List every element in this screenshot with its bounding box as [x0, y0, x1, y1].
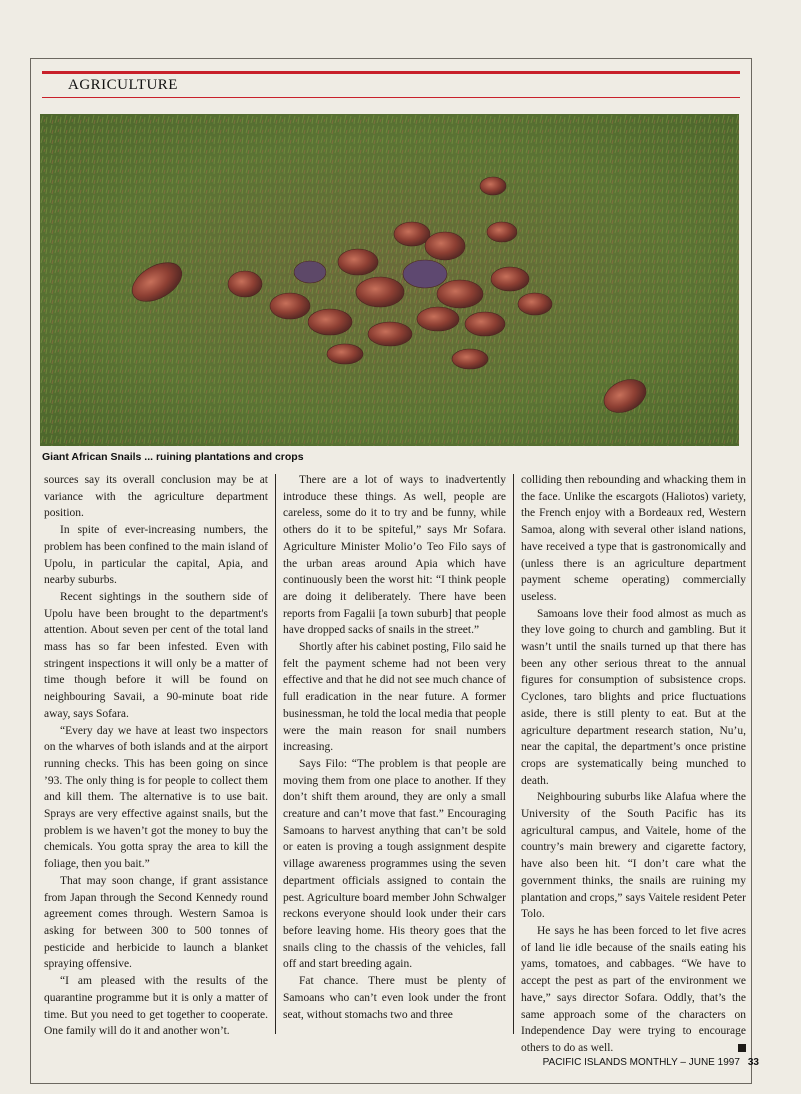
paragraph: In spite of ever-increasing numbers, the problem has been confined to the main island of Upolu, in particular the capital, Apia, and nearby suburbs.	[44, 524, 268, 587]
photo-caption: Giant African Snails ... ruining plantations and crops	[42, 451, 304, 463]
paragraph: “I am pleased with the results of the quarantine programme but it is only a matter of time. But you need to get together to cooperate. One family will do it and another won’t.	[44, 975, 268, 1038]
paragraph	[521, 923, 746, 1057]
publication-name: PACIFIC ISLANDS MONTHLY – JUNE 1997	[542, 1057, 740, 1068]
paragraph-text: He says he has been forced to let five acres of land lie idle because of the snails eating his yams, tomatoes, and cabbages. “We have to accept the pest as part of the environment we have,” says director Sofara. Oddly, that’s the same approach some of the characters on Independence Day were trying to encourage others to do as well.	[521, 924, 746, 1054]
column-divider	[275, 474, 276, 1034]
paragraph: Says Filo: “The problem is that people are moving them from one place to another. If they don’t shift them around, they are only a small creature and can’t move that fast.” Encouraging Samoans to harvest anything that can’t be sold or eaten is proving a tough assignment despite village awareness programmes using the seven department officials assigned to contain the pest. Agriculture board member John Schwalger reckons everyone should look under their cars before leaving home. His theory goes that the snails cling to the chassis of the vehicles, fall off and start breeding again.	[283, 757, 506, 971]
paragraph: Shortly after his cabinet posting, Filo said he felt the payment scheme had not been very effective and that he did not see much chance of full eradication in the near future. A former businessman, he told the local media that people were the main reason for snail numbers increasing.	[283, 641, 506, 754]
paragraph: “Every day we have at least two inspectors on the wharves of both islands and at the airport running checks. This has been going on since ’93. The only thing is for people to collect them and kill them. The alternative is to use bait. Sprays are very effective against snails, but the problem is we haven’t got the money to buy the chemicals. You gotta spray the area to kill the foliage, then you bait.”	[44, 724, 268, 871]
snails-photo	[40, 114, 739, 446]
paragraph: Neighbouring suburbs like Alafua where the University of the South Pacific has its agricultural campus, and Vaitele, home of the country’s main brewery and cigarette factory, have also been hit. “I don’t care what the government thinks, the snails are ruining my plantation and crops,” says Vaitele resident Peter Tolo.	[521, 791, 746, 921]
article-column-1	[44, 472, 268, 1040]
paragraph: colliding then rebounding and whacking them in the face. Unlike the escargots (Haliotos) variety, the French enjoy with a Bordeaux red, Western Samoa, along with several other island nations, have received a type that is gastronomically and (unless there is an agriculture department payment scheme operating) commercially useless.	[521, 474, 746, 603]
header-underline	[42, 97, 740, 98]
column-divider	[513, 474, 514, 1034]
paragraph: sources say its overall conclusion may be at variance with the agriculture department position.	[44, 474, 268, 520]
page-number: 33	[747, 1057, 759, 1068]
paragraph: There are a lot of ways to inadvertently introduce these things. As well, people are careless, some do it to try and be funny, while others do it to be spiteful,” says Mr Sofara. Agriculture Minister Molio’o Teo Filo says of the urban areas around Apia which have continuously been the worst hit: “I think people are doing it deliberately. There have been reports from Fagalii [a town suburb] that people have dropped sacks of snails in the street.”	[283, 474, 506, 637]
section-label: AGRICULTURE	[68, 77, 178, 93]
article-column-3	[521, 472, 746, 1057]
paragraph: That may soon change, if grant assistance from Japan through the Second Kennedy round agreement comes through. Western Samoa is asking for between 300 to 500 tonnes of pesticide and herbicide to launch a blanket spraying offensive.	[44, 874, 268, 971]
end-of-article-mark	[738, 1044, 746, 1052]
page-footer	[543, 1057, 759, 1068]
paragraph: Samoans love their food almost as much as they love going to church and gambling. But it wasn’t until the snails turned up that there has been any other serious threat to the annual figures for consumption of subsistence crops. Cyclones, taro blights and price fluctuations aside, there is still plenty to eat. But at the agriculture department research station, Nu’u, near the capital, the department’s once pristine crops are systematically being munched to death.	[521, 607, 746, 787]
paragraph: Recent sightings in the southern side of Upolu have been brought to the department's attention. About seven per cent of the total land mass has so far been infested. Even with stringent inspections it will only be a matter of time though before it will be found on neighbouring Savaii, a 90-minute boat ride away, says Sofara.	[44, 590, 268, 720]
paragraph: Fat chance. There must be plenty of Samoans who can’t even look under the front seat, without stomachs two and three	[283, 975, 506, 1021]
header-rule	[42, 71, 740, 74]
article-column-2	[283, 472, 506, 1023]
